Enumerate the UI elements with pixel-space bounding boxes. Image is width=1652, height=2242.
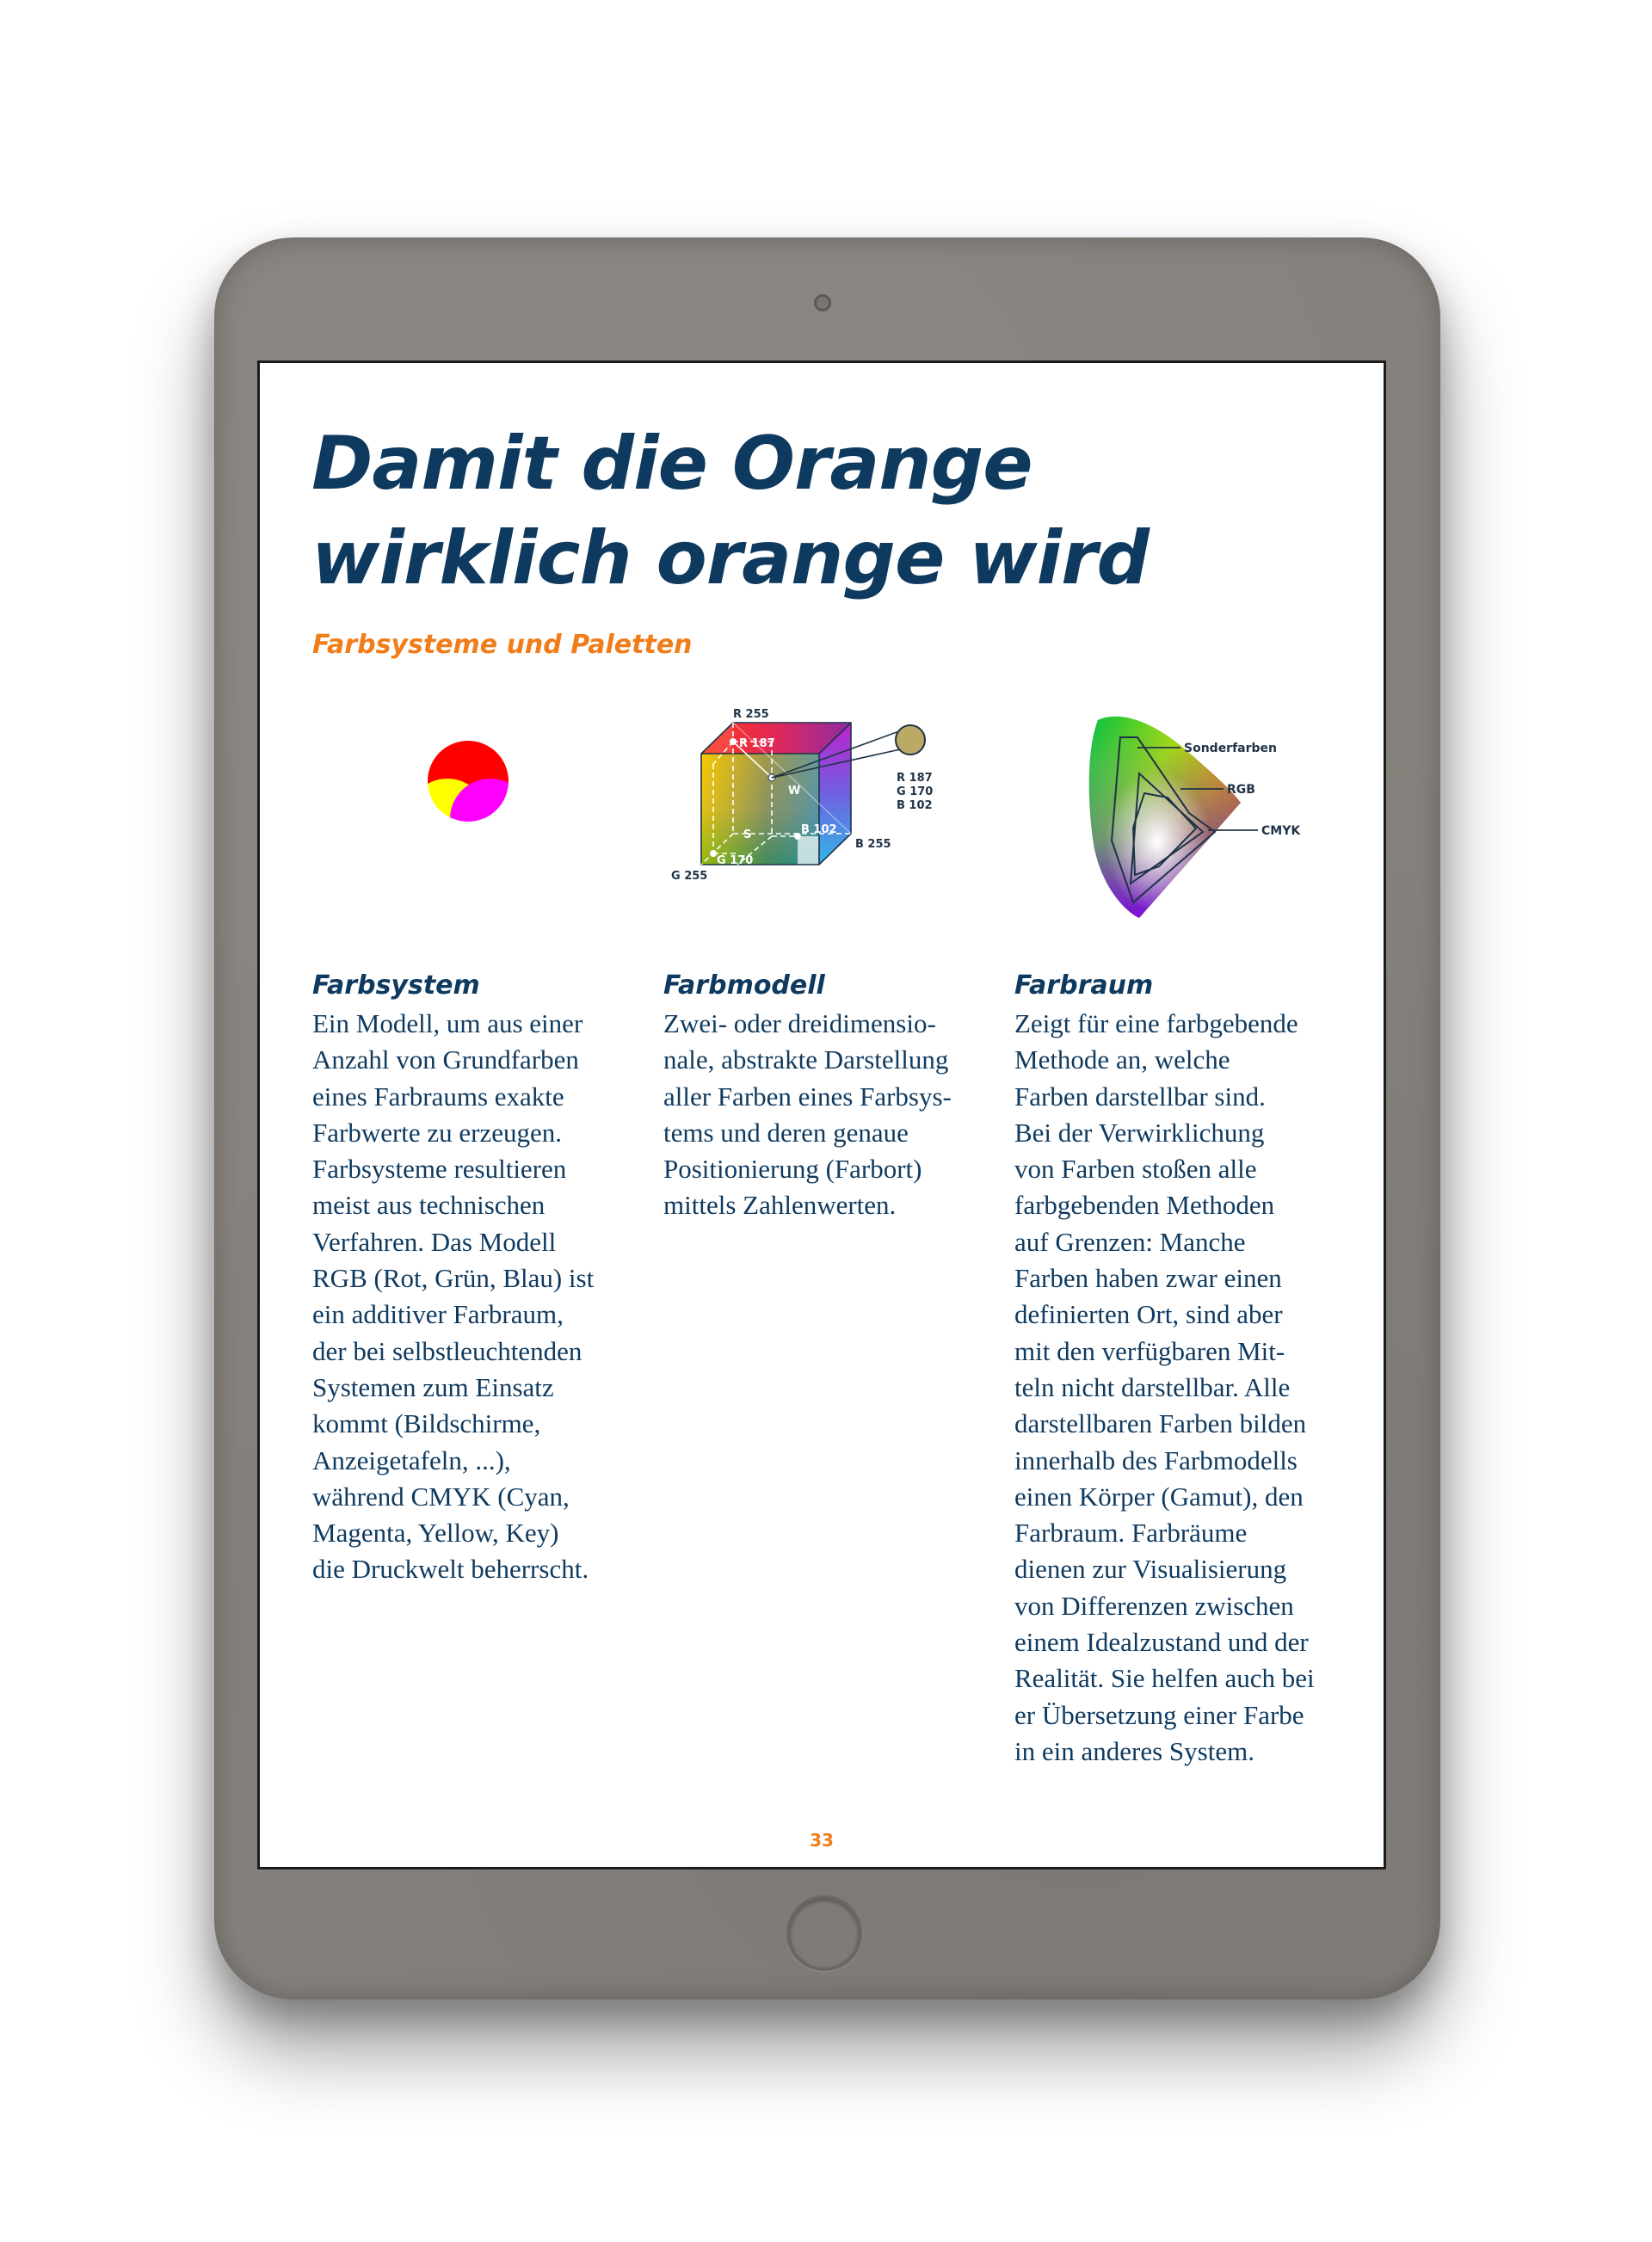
text-line: von Differenzen zwischen [1014,1590,1294,1621]
home-button[interactable] [786,1895,862,1971]
text-line: Realität. Sie helfen auch bei [1014,1663,1315,1694]
text-line: Anzeigetafeln, ...), [312,1444,511,1475]
text-line: er Übersetzung einer Farbe [1014,1699,1304,1730]
farbmodell-heading: Farbmodell [663,970,825,1001]
text-line: Anzahl von Grundfarben [312,1044,579,1075]
text-line: farbgebenden Methoden [1014,1190,1275,1221]
farbsystem-text [312,1006,594,1588]
text-line: dienen zur Visualisierung [1014,1554,1287,1585]
text-line: Farbsysteme resultieren [312,1154,567,1185]
text-line: nale, abstrakte Darstellung [663,1044,949,1075]
text-line: während CMYK (Cyan, [312,1481,570,1512]
text-line: RGB (Rot, Grün, Blau) ist [312,1263,595,1294]
text-line: Positionierung (Farbort) [663,1154,922,1185]
text-line: Ein Modell, um aus einer [312,1008,583,1038]
text-line: auf Grenzen: Manche [1014,1226,1246,1257]
text-line: Magenta, Yellow, Key) [312,1518,559,1549]
text-line: Farbwerte zu erzeugen. [312,1117,563,1148]
text-line: Bei der Verwirklichung [1014,1117,1265,1148]
text-line: einen Körper (Gamut), den [1014,1481,1304,1512]
page-number: 33 [810,1830,834,1851]
text-line: tems und deren genaue [663,1117,909,1148]
text-line: Methode an, welche [1014,1044,1230,1075]
farbsystem-heading: Farbsystem [312,970,480,1001]
text-line: aller Farben eines Farbsys- [663,1081,952,1112]
cube-white-highlight [798,836,819,865]
label-b255: B 255 [855,838,891,851]
label-g170: G 170 [717,854,754,867]
farbraum-text [1014,1006,1315,1770]
label-w: W [788,785,801,798]
page-title [311,416,1301,606]
text-line: Systemen zum Einsatz [312,1371,554,1402]
title-line-1: Damit die Orange [311,421,1032,507]
label-sample-b: B 102 [897,799,933,812]
gamut-figure [1086,711,1318,927]
r187-point [730,738,737,745]
text-line: Verfahren. Das Modell [312,1226,557,1257]
text-line: mittels Zahlenwerten. [663,1190,897,1221]
farbraum-heading: Farbraum [1014,970,1154,1001]
label-r187: R 187 [739,737,775,750]
text-line: definierten Ort, sind aber [1014,1299,1283,1330]
text-line: in ein anderes System. [1014,1735,1254,1766]
label-sonderfarben: Sonderfarben [1184,742,1278,755]
text-line: teln nicht darstellbar. Alle [1014,1371,1291,1402]
text-line: Farben haben zwar einen [1014,1263,1282,1294]
g170-point [710,850,717,857]
text-line: innerhalb des Farbmodells [1014,1444,1298,1475]
text-line: meist aus technischen [312,1190,546,1221]
page-subtitle: Farbsysteme und Paletten [312,630,693,660]
text-line: Zwei- oder dreidimensio- [663,1008,936,1038]
tablet-screen [257,360,1386,1869]
text-line: eines Farbraums exakte [312,1081,564,1112]
title-line-2: wirklich orange wird [311,515,1150,601]
label-rgb: RGB [1227,783,1255,797]
text-line: kommt (Bildschirme, [312,1408,541,1439]
tablet-frame [214,237,1440,1999]
label-g255: G 255 [671,870,708,883]
farbmodell-text [663,1006,952,1224]
text-line: Farbraum. Farbräume [1014,1518,1248,1549]
rgb-circles-figure [406,740,552,869]
label-b102: B 102 [801,823,837,836]
label-s: S [743,828,752,841]
label-sample-r: R 187 [897,772,933,785]
b102-point [794,833,801,840]
label-cmyk: CMYK [1261,824,1301,838]
label-r255: R 255 [733,708,769,721]
text-line: von Farben stoßen alle [1014,1154,1257,1185]
sample-color-swatch [896,725,925,755]
text-line: mit den verfügbaren Mit- [1014,1335,1285,1366]
text-line: ein additiver Farbraum, [312,1299,564,1330]
rgb-cube-figure [669,707,978,939]
text-line: einem Idealzustand und der [1014,1627,1309,1658]
blue-circle [450,779,531,859]
text-line: der bei selbstleuchtenden [312,1335,583,1366]
text-line: Farben darstellbar sind. [1014,1081,1266,1112]
text-line: Zeigt für eine farbgebende [1014,1008,1298,1038]
camera-icon [814,294,831,311]
text-line: die Druckwelt beherrscht. [312,1554,589,1585]
text-line: darstellbaren Farben bilden [1014,1408,1307,1439]
label-sample-g: G 170 [897,785,934,798]
